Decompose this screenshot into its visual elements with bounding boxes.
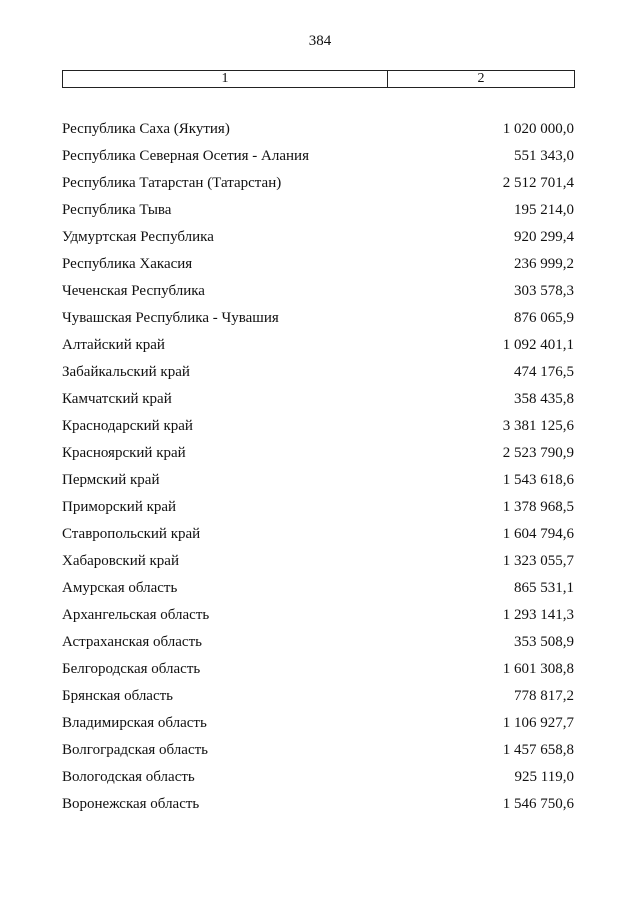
region-name: Астраханская область xyxy=(62,634,202,650)
region-value: 1 020 000,0 xyxy=(502,121,574,137)
region-name: Забайкальский край xyxy=(62,364,190,380)
region-value: 2 523 790,9 xyxy=(502,445,574,461)
region-value: 1 106 927,7 xyxy=(502,715,574,731)
region-value: 2 512 701,4 xyxy=(502,175,574,191)
region-name: Вологодская область xyxy=(62,769,195,785)
region-name: Республика Тыва xyxy=(62,202,172,218)
region-table-body xyxy=(62,116,574,818)
table-row xyxy=(62,737,574,764)
table-row xyxy=(62,170,574,197)
region-name: Республика Хакасия xyxy=(62,256,193,272)
table-row xyxy=(62,251,574,278)
region-name: Красноярский край xyxy=(62,445,186,461)
region-value: 920 299,4 xyxy=(514,229,574,245)
region-value: 876 065,9 xyxy=(514,310,574,326)
table-row xyxy=(62,575,574,602)
column-header-2: 2 xyxy=(477,71,485,86)
region-name: Камчатский край xyxy=(62,391,172,407)
region-value: 236 999,2 xyxy=(514,256,574,272)
table-row xyxy=(62,521,574,548)
table-row xyxy=(62,602,574,629)
region-value: 303 578,3 xyxy=(514,283,574,299)
table-row xyxy=(62,683,574,710)
table-row xyxy=(62,656,574,683)
region-value: 3 381 125,6 xyxy=(502,418,574,434)
region-name: Белгородская область xyxy=(62,661,201,677)
table-row xyxy=(62,332,574,359)
table-row xyxy=(62,467,574,494)
table-row xyxy=(62,386,574,413)
region-value: 474 176,5 xyxy=(514,364,574,380)
region-value: 1 323 055,7 xyxy=(502,553,574,569)
table-row xyxy=(62,143,574,170)
region-name: Пермский край xyxy=(62,472,160,488)
region-value: 1 543 618,6 xyxy=(502,472,574,488)
region-value: 925 119,0 xyxy=(514,769,574,785)
region-value: 778 817,2 xyxy=(514,688,574,704)
region-name: Удмуртская Республика xyxy=(62,229,214,245)
region-name: Республика Татарстан (Татарстан) xyxy=(62,175,282,191)
table-row xyxy=(62,116,574,143)
column-header-1: 1 xyxy=(63,71,388,87)
table-row xyxy=(62,278,574,305)
region-value: 353 508,9 xyxy=(514,634,574,650)
region-name: Чувашская Республика - Чувашия xyxy=(62,310,279,326)
region-value: 358 435,8 xyxy=(514,391,574,407)
region-name: Алтайский край xyxy=(62,337,165,353)
table-row xyxy=(62,494,574,521)
region-name: Республика Саха (Якутия) xyxy=(62,121,230,137)
table-row xyxy=(62,710,574,737)
region-value: 195 214,0 xyxy=(514,202,574,218)
region-name: Республика Северная Осетия - Алания xyxy=(62,148,309,164)
table-row xyxy=(62,359,574,386)
region-value: 1 378 968,5 xyxy=(502,499,574,515)
region-name: Чеченская Республика xyxy=(62,283,205,299)
table-row xyxy=(62,440,574,467)
region-value: 1 293 141,3 xyxy=(502,607,574,623)
region-value: 1 601 308,8 xyxy=(502,661,574,677)
page-number: 384 xyxy=(308,33,332,49)
region-value: 865 531,1 xyxy=(514,580,574,596)
table-row xyxy=(62,548,574,575)
column-header-table xyxy=(62,70,575,88)
region-value: 551 343,0 xyxy=(514,148,574,164)
table-row xyxy=(62,305,574,332)
table-row xyxy=(62,629,574,656)
region-value: 1 457 658,8 xyxy=(502,742,574,758)
region-name: Краснодарский край xyxy=(62,418,193,434)
region-name: Амурская область xyxy=(62,580,178,596)
region-name: Приморский край xyxy=(62,499,177,515)
region-name: Волгоградская область xyxy=(62,742,208,758)
table-row xyxy=(62,413,574,440)
region-name: Ставропольский край xyxy=(62,526,201,542)
region-name: Владимирская область xyxy=(62,715,207,731)
region-value: 1 092 401,1 xyxy=(502,337,574,353)
region-value: 1 546 750,6 xyxy=(502,796,574,812)
table-row xyxy=(62,764,574,791)
table-row xyxy=(62,791,574,818)
table-row xyxy=(62,197,574,224)
region-name: Хабаровский край xyxy=(62,553,179,569)
region-value: 1 604 794,6 xyxy=(502,526,574,542)
region-name: Брянская область xyxy=(62,688,174,704)
region-name: Воронежская область xyxy=(62,796,200,812)
table-row xyxy=(62,224,574,251)
region-name: Архангельская область xyxy=(62,607,210,623)
